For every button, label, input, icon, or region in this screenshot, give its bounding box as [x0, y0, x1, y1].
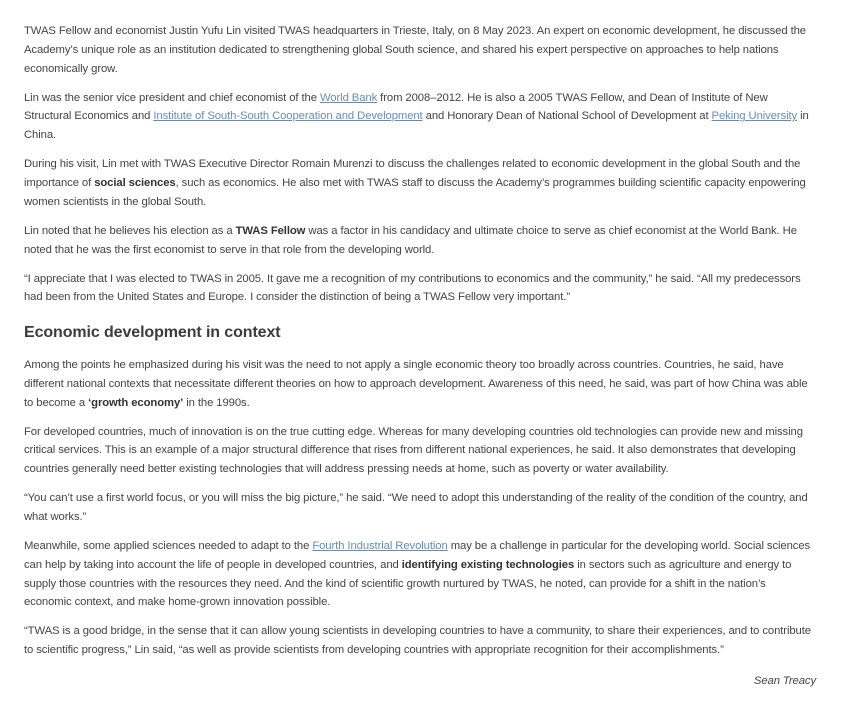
- paragraph-intro: TWAS Fellow and economist Justin Yufu Lin visited TWAS headquarters in Trieste, Italy, on 8 May 2023. An expert on economic development, he discussed the Academy’s unique role as an institution dedicated to strengthening global South science, and shared his expert perspective on approaches to help nations economically grow.: [24, 25, 806, 75]
- text-segment: may be a challenge in particular for the developing world. Social sciences can help by taking into account the life of people in developed countries, and: [24, 540, 811, 571]
- text-segment: was a factor in his candidacy and ultimate choice to serve as chief economist at the World Bank. He noted that he was the first economist to serve in that role from the developing world.: [24, 224, 797, 256]
- paragraph-theories: [24, 356, 816, 412]
- paragraph-quote-bridge: “TWAS is a good bridge, in the sense that it can allow young scientists in developing countries to have a community, to share their experiences, and to contribute to scientific progress,” Lin said, “as well as provide scientists from developing countries with appropriate recognition for their accomplishments.”: [24, 625, 811, 657]
- text-segment: During his visit, Lin met with TWAS Executive Director Romain Murenzi to discuss the challenges related to economic development in the global South and the importance of: [24, 158, 801, 189]
- text-segment: , such as economics. He also met with TWAS staff to discuss the Academy’s programmes building scientific capacity enpowering women scientists in the global South.: [24, 176, 806, 208]
- paragraph-quote-recognition: “I appreciate that I was elected to TWAS in 2005. It gave me a recognition of my contributions to economics and the community,” he said. “All my predecessors had been from the United States and Europe. I consider the distinction of being a TWAS Fellow very important.”: [24, 272, 801, 304]
- peking-university-link[interactable]: Peking University: [711, 110, 798, 123]
- bold-twas-fellow: TWAS Fellow: [235, 224, 306, 237]
- paragraph-election: [24, 222, 816, 260]
- paragraph-quote-big-picture: “You can’t use a first world focus, or you will miss the big picture,” he said. “We need to adopt this understanding of the reality of the condition of the country, and what works.”: [24, 492, 808, 524]
- text-segment: Lin was the senior vice president and chief economist of the: [24, 91, 320, 104]
- bold-existing-technologies: identifying existing technologies: [401, 558, 575, 571]
- text-segment: and Honorary Dean of National School of Development at: [422, 110, 712, 123]
- text-segment: Among the points he emphasized during his visit was the need to not apply a single economic theory too broadly across countries. Countries, he said, have different national contexts that necessitate different theories on how to approach development. Awareness of this need, he said, was part of how China was able to become a: [24, 359, 808, 409]
- bold-social-sciences: social sciences: [94, 176, 176, 189]
- text-segment: in China.: [24, 110, 809, 142]
- section-heading: Economic development in context: [24, 324, 281, 342]
- text-segment: Lin noted that he believes his election as a: [24, 224, 236, 237]
- paragraph-applied-sciences: [24, 537, 816, 612]
- fourth-industrial-revolution-link[interactable]: Fourth Industrial Revolution: [312, 540, 448, 553]
- article-body: [24, 22, 816, 691]
- text-segment: in the 1990s.: [183, 396, 250, 409]
- author-byline: Sean Treacy: [753, 675, 816, 688]
- paragraph-innovation: For developed countries, much of innovation is on the true cutting edge. Whereas for many developing countries old technologies can provide new and missing critical services. This is an example of a major structural difference that rises from different national experiences, he said. It also demonstrates that developing countries generally need better existing technologies that will address pressing needs at home, such as poverty or water availability.: [24, 425, 803, 476]
- text-segment: in sectors such as agriculture and energy to supply those countries with the resources they need. And the kind of scientific growth nurtured by TWAS, he noted, can provide for a shift in the nation’s economic context, and make home-grown innovation possible.: [24, 558, 792, 609]
- paragraph-visit: [24, 155, 816, 211]
- text-segment: from 2008–2012. He is also a 2005 TWAS Fellow, and Dean of Institute of New Structural Economics and: [24, 91, 768, 123]
- institute-link[interactable]: Institute of South-South Cooperation and Development: [153, 110, 423, 123]
- paragraph-background: [24, 89, 816, 145]
- bold-growth-economy: ‘growth economy’: [88, 396, 184, 409]
- text-segment: Meanwhile, some applied sciences needed to adapt to the: [24, 540, 313, 553]
- world-bank-link[interactable]: World Bank: [319, 91, 378, 104]
